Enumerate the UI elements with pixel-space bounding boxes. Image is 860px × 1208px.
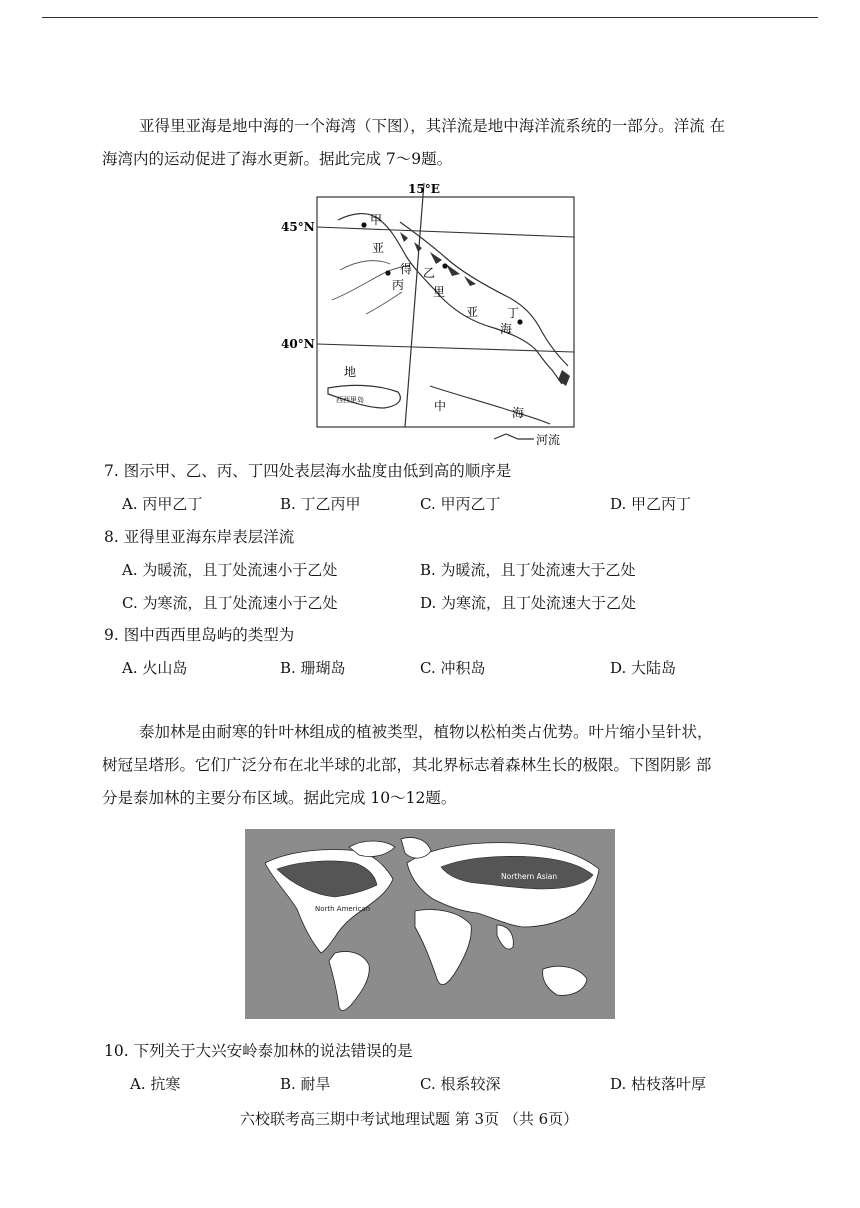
- q8-option-a[interactable]: A. 为暖流，且丁处流速小于乙处: [122, 561, 338, 579]
- header-rule: [42, 17, 818, 18]
- q7-option-b[interactable]: B. 丁乙丙甲: [280, 495, 361, 513]
- q8-option-d[interactable]: D. 为寒流，且丁处流速大于乙处: [420, 594, 637, 612]
- q8-stem: 8. 亚得里亚海东岸表层洋流: [104, 528, 295, 546]
- sea-label-li: 里: [433, 285, 446, 299]
- q10-option-c[interactable]: C. 根系较深: [420, 1075, 501, 1093]
- q7-option-a[interactable]: A. 丙甲乙丁: [122, 495, 203, 513]
- passage1-line2: 海湾内的运动促进了海水更新。据此完成 7～9题。: [102, 150, 453, 168]
- page-footer: 六校联考高三期中考试地理试题 第 3页 （共 6页）: [240, 1110, 579, 1128]
- q10-stem: 10. 下列关于大兴安岭泰加林的说法错误的是: [104, 1042, 413, 1060]
- q9-option-c[interactable]: C. 冲积岛: [420, 659, 486, 677]
- longitude-label: 15°E: [408, 182, 440, 196]
- q10-option-b[interactable]: B. 耐旱: [280, 1075, 331, 1093]
- q9-option-a[interactable]: A. 火山岛: [122, 659, 188, 677]
- point-yi-label: 乙: [423, 266, 436, 280]
- sea-label-ya1: 亚: [372, 241, 385, 255]
- med-label-hai: 海: [512, 406, 525, 420]
- q7-stem: 7. 图示甲、乙、丙、丁四处表层海水盐度由低到高的顺序是: [104, 462, 512, 480]
- point-jia-label: 甲: [370, 213, 383, 227]
- q8-option-c[interactable]: C. 为寒流，且丁处流速小于乙处: [122, 594, 338, 612]
- q7-option-c[interactable]: C. 甲丙乙丁: [420, 495, 501, 513]
- q9-stem: 9. 图中西西里岛屿的类型为: [104, 626, 295, 644]
- lat-40-label: 40°N: [281, 337, 315, 351]
- north-american-label: North American: [315, 905, 371, 913]
- q9-option-b[interactable]: B. 珊瑚岛: [280, 659, 346, 677]
- taiga-world-map: [245, 829, 615, 1019]
- med-label-zhong: 中: [434, 399, 447, 413]
- northern-asian-label: Northern Asian: [501, 872, 558, 881]
- passage2-line3: 分是泰加林的主要分布区域。据此完成 10～12题。: [102, 789, 457, 807]
- q7-option-d[interactable]: D. 甲乙丙丁: [610, 495, 692, 513]
- lat-45-label: 45°N: [281, 220, 315, 234]
- sea-label-de: 得: [400, 262, 413, 276]
- sicily-label: 西西里岛: [336, 396, 364, 404]
- q10-option-d[interactable]: D. 枯枝落叶厚: [610, 1075, 707, 1093]
- point-bing-label: 丙: [392, 278, 405, 292]
- passage2-line1: 泰加林是由耐寒的针叶林组成的植被类型，植物以松柏类占优势。叶片缩小呈针状，: [139, 723, 713, 741]
- river-legend-label: 河流: [536, 433, 561, 447]
- point-ding-label: 丁: [507, 306, 520, 320]
- q9-option-d[interactable]: D. 大陆岛: [610, 659, 677, 677]
- passage2-line2: 树冠呈塔形。它们广泛分布在北半球的北部，其北界标志着森林生长的极限。下图阴影 部: [102, 756, 712, 774]
- q8-option-b[interactable]: B. 为暖流，且丁处流速大于乙处: [420, 561, 636, 579]
- adriatic-map: [280, 180, 580, 450]
- q10-option-a[interactable]: A. 抗寒: [130, 1075, 181, 1093]
- sea-label-ya2: 亚: [466, 305, 479, 319]
- river-legend-icon: [494, 434, 534, 439]
- passage1-line1: 亚得里亚海是地中海的一个海湾（下图），其洋流是地中海洋流系统的一部分。洋流 在: [139, 117, 726, 135]
- sea-label-hai: 海: [500, 322, 513, 336]
- med-label-di: 地: [344, 365, 357, 379]
